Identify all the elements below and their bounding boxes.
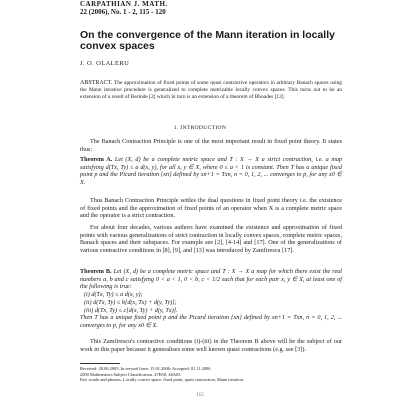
theorem-b-intro: Let (X, d) be a complete metric space and T : X → X a map for which there exist the real numbers a, b and c satisfying 0 < a < 1, 0 < b, c < 1/2 such that for each pair x, y ∈ X, at least one of the following is true: [80,268,343,291]
theorem-b-condition-1: (i) d(Tx, Ty) ≤ a d(x, y); [84,291,143,299]
section-heading: 1. INTRODUCTION [173,125,227,131]
footnotes [80,366,342,383]
paragraph-2: Thus Banach Contraction Principle settles the dual questions in fixed point theory i.e. the existence of fixed points and the approximation of fixed points of an operator when X is a complete metric space and the operator is a strict contraction. [80,197,342,220]
footnote-divider [80,363,120,364]
footnote-msc: 2000 Mathematics Subject Classification. 47H10, 46A03. [80,371,182,377]
journal-header [80,0,168,16]
theorem-b-condition-3: (iii) d(Tx, Ty) ≤ c[d(x, Ty) + d(y, Tx)]. [84,306,178,314]
theorem-a [80,156,342,187]
journal-volume: 22 (2006), No. 1 - 2, 115 - 120 [80,8,166,16]
paragraph-3: For about four decades, various authors have examined the existence and approximation of fixed points with various generalizations of strict contraction in locally convex spaces, complete metric spaces, Banach spaces and their subspaces. For example see [2], [4-14] and [17]. One of the generalizations of various contractive conditions in [8], [9], and [13] was introduced by Zamfirescu [17]. [80,224,342,255]
theorem-b [80,268,342,330]
paper-title: On the convergence of the Mann iteration in locally convex spaces [80,29,335,52]
theorem-b-label: Theorem B. [80,268,112,275]
author: J. O. OLALERU [80,60,130,67]
page-number: 115 [196,393,204,398]
theorem-a-label: Theorem A. [80,156,113,163]
paragraph-4: This Zamfirescu's contractive conditions (i)-(iii) in the Theorem B above will be the subject of our work in this paper because it generalises some well known quasi contractions (e.g. see [3]). [80,338,342,353]
abstract-text: The approximation of fixed points of some quasi contractive operators in arbitrary Banach spaces using the Mann iterative procedure is generalized to complete metrizable locally convex spaces. This turns out to be an extension of a result of Berinde [2] which in turn is an extension of a theorem of Rhoades [12]. [80,80,342,100]
theorem-b-condition-2: (ii) d(Tx, Ty) ≤ b[d(x, Tx) + d(y, Ty)]; [84,298,177,306]
abstract-label: ABSTRACT. [80,80,113,86]
journal-name: CARPATHIAN J. MATH. [80,0,168,8]
theorem-a-text: Let (X, d) be a complete metric space and T : X → X a strict contraction, i.e. a map satisfying d(Tx, Ty) ≤ a d(x, y), for all x, y ∈ X, where 0 ≤ a < 1 is constant. Then T has a unique fixed point p and the Picard iteration {xn} defined by xn+1 = Txn, n = 0, 1, 2, ... converges to p, for any x0 ∈ X. [80,156,343,187]
theorem-b-outro: Then T has a unique fixed point p and the Picard iteration {xn} defined by xn+1 = Txn, n = 0, 1, 2, ... converges to p, for any x0 ∈ X. [80,314,342,329]
footnote-keywords: Key words and phrases. Locally convex space, fixed point, quasi contraction, Mann iteration. [80,377,244,383]
footnote-received: Received: 28.06.2005; In revised form: 15.01.2006; Accepted: 01.11.2006 [80,366,211,371]
abstract [80,80,342,101]
paragraph-1: The Banach Contraction Principle is one of the most important result in fixed point theory. It states thus: [80,138,342,153]
